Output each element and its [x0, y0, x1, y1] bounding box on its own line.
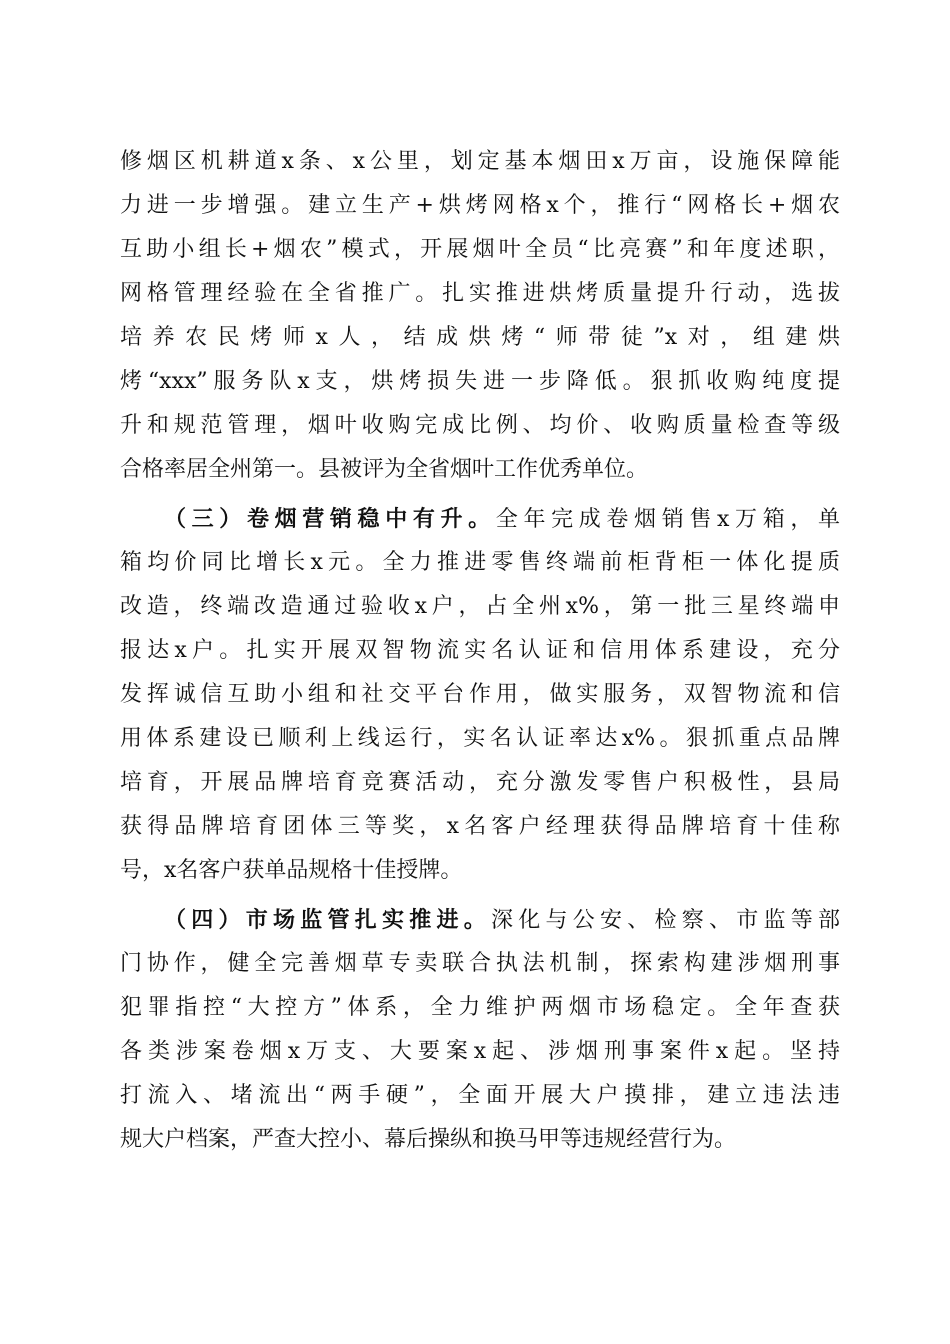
text-line: 门协作，健全完善烟草专卖联合执法机制，探索构建涉烟刑事 [120, 951, 840, 976]
text-run: 全年完成卷烟销售x万箱，单 [495, 507, 840, 532]
text-line: 获得品牌培育团体三等奖，x名客户经理获得品牌培育十佳称 [120, 814, 840, 839]
text-line: 互助小组长+烟农”模式，开展烟叶全员“比亮赛”和年度述职， [120, 237, 840, 262]
text-line: 号，x名客户获单品规格十佳授牌。 [120, 858, 463, 883]
text-line: 犯罪指控“大控方”体系，全力维护两烟市场稳定。全年查获 [120, 995, 840, 1020]
text-line: 报达x户。扎实开展双智物流实名认证和信用体系建设，充分 [120, 638, 840, 663]
text-line: 箱均价同比增长x元。全力推进零售终端前柜背柜一体化提质 [120, 550, 840, 575]
section-heading: （三）卷烟营销稳中有升。 [164, 506, 496, 532]
text-line: 培育，开展品牌培育竞赛活动，充分激发零售户积极性，县局 [120, 770, 840, 795]
text-line: 力进一步增强。建立生产+烘烤网格x个，推行“网格长+烟农 [120, 193, 840, 218]
text-run: 深化与公安、检察、市监等部 [491, 908, 840, 933]
paragraph-first-line [164, 900, 840, 940]
text-line: 升和规范管理，烟叶收购完成比例、均价、收购质量检查等级 [120, 413, 840, 438]
text-line: 烤“xxx”服务队x支，烘烤损失进一步降低。狠抓收购纯度提 [120, 369, 840, 394]
paragraph-first-line [164, 499, 840, 539]
text-line: 改造，终端改造通过验收x户，占全州x%，第一批三星终端申 [120, 594, 840, 619]
text-line: 规大户档案，严查大控小、幕后操纵和换马甲等违规经营行为。 [120, 1127, 737, 1152]
text-line: 发挥诚信互助小组和社交平台作用，做实服务，双智物流和信 [120, 682, 840, 707]
text-line: 合格率居全州第一。县被评为全省烟叶工作优秀单位。 [120, 457, 649, 482]
text-line: 用体系建设已顺利上线运行，实名认证率达x%。狠抓重点品牌 [120, 726, 840, 751]
text-line: 网格管理经验在全省推广。扎实推进烘烤质量提升行动，选拔 [120, 281, 840, 306]
text-line: 打流入、堵流出“两手硬”，全面开展大户摸排，建立违法违 [120, 1083, 840, 1108]
text-line: 各类涉案卷烟x万支、大要案x起、涉烟刑事案件x起。坚持 [120, 1039, 840, 1064]
text-line: 培养农民烤师x人，结成烘烤“师带徒”x对，组建烘 [120, 325, 840, 350]
section-heading: （四）市场监管扎实推进。 [164, 907, 491, 933]
text-line: 修烟区机耕道x条、x公里，划定基本烟田x万亩，设施保障能 [120, 149, 840, 174]
